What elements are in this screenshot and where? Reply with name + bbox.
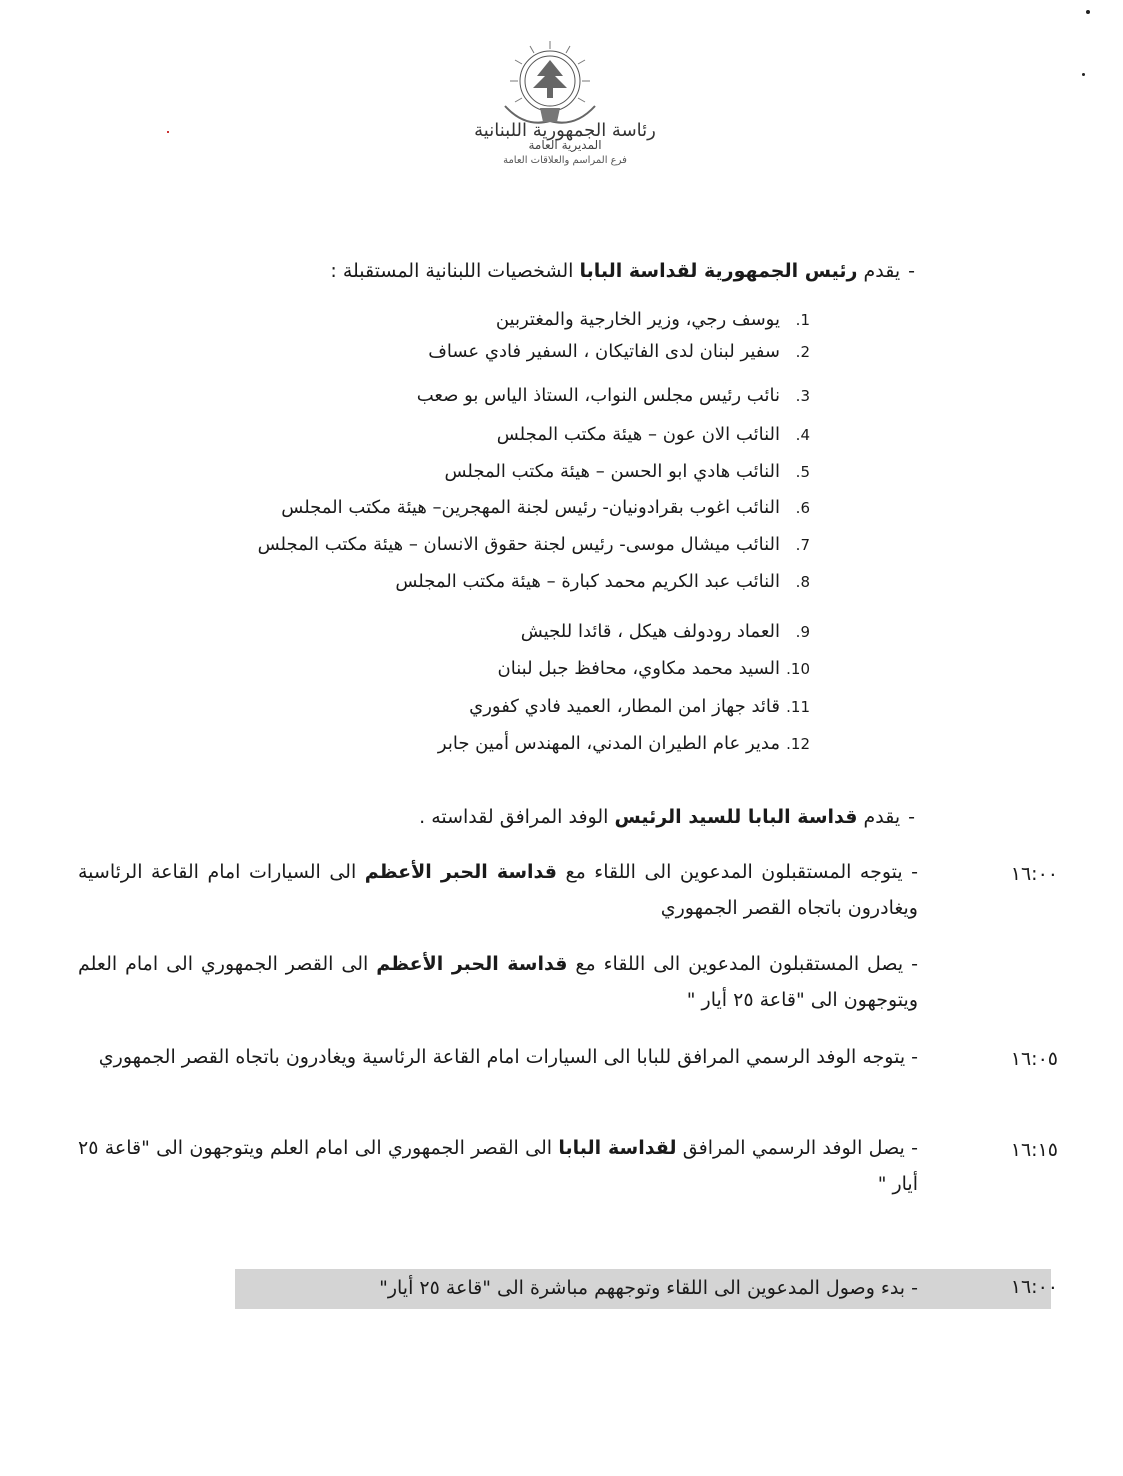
intro2-plain: يقدم: [857, 806, 901, 828]
section1-intro: [330, 259, 915, 283]
schedule-time: ١٦:٠٥: [1010, 1048, 1058, 1070]
list-item: 9.العماد رودولف هيكل ، قائدا للجيش: [520, 621, 810, 642]
schedule-time: ١٦:٠٠: [1010, 863, 1058, 885]
list-item: 4.النائب الان عون – هيئة مكتب المجلس: [496, 424, 810, 445]
bullet-dash: -: [908, 260, 915, 282]
intro1-rest: الشخصيات اللبنانية المستقبلة :: [330, 260, 580, 282]
bullet-dash: -: [908, 806, 915, 828]
header-directorate: المديرية العامة: [528, 138, 602, 152]
scan-speck: [1082, 73, 1085, 76]
schedule-entry: - يصل المستقبلون المدعوين الى اللقاء مع قداسة الحبر الأعظم الى القصر الجمهوري الى امام العلم ويتوجهون الى "قاعة ٢٥ أيار ": [78, 953, 918, 1011]
section2-intro: [419, 805, 915, 829]
schedule-entry: - يصل الوفد الرسمي المرافق لقداسة البابا الى القصر الجمهوري الى امام العلم ويتوجهون الى "قاعة ٢٥ أيار ": [78, 1137, 918, 1195]
list-item: 3.نائب رئيس مجلس النواب، الستاذ الياس بو صعب: [416, 385, 810, 406]
intro2-rest: الوفد المرافق لقداسته .: [419, 806, 615, 828]
scan-speck: [167, 131, 169, 133]
header-protocol-branch: فرع المراسم والعلاقات العامة: [503, 155, 627, 166]
schedule-entry: - يتوجه الوفد الرسمي المرافق للبابا الى السيارات امام القاعة الرئاسية ويغادرون باتجاه القصر الجمهوري: [98, 1046, 918, 1068]
header-presidency: رئاسة الجمهورية اللبنانية: [474, 120, 656, 141]
list-item: 2.سفير لبنان لدى الفاتيكان ، السفير فادي عساف: [428, 341, 810, 362]
list-item: 1.يوسف رجي، وزير الخارجية والمغتربين: [495, 309, 810, 330]
intro1-plain: يقدم: [857, 260, 901, 282]
list-item: 12.مدير عام الطيران المدني، المهندس أمين جابر: [437, 733, 810, 754]
intro1-bold: رئيس الجمهورية لقداسة البابا: [579, 260, 858, 282]
scan-speck: [1086, 10, 1090, 14]
list-item: 10.السيد محمد مكاوي، محافظ جبل لبنان: [497, 658, 810, 679]
list-item: 8.النائب عبد الكريم محمد كبارة – هيئة مكتب المجلس: [395, 571, 810, 592]
list-item: 5.النائب هادي ابو الحسن – هيئة مكتب المجلس: [444, 461, 810, 482]
final-entry: - بدء وصول المدعوين الى اللقاء وتوجههم مباشرة الى "قاعة ٢٥ أيار": [379, 1277, 918, 1299]
schedule-time: ١٦:١٥: [1010, 1139, 1058, 1161]
schedule-entry: - يتوجه المستقبلون المدعوين الى اللقاء مع قداسة الحبر الأعظم الى السيارات امام القاعة الرئاسية ويغادرون باتجاه القصر الجمهوري: [78, 861, 919, 919]
list-item: 11.قائد جهاز امن المطار، العميد فادي كفوري: [469, 696, 810, 717]
intro2-bold: قداسة البابا للسيد الرئيس: [614, 806, 858, 828]
list-item: 6.النائب اغوب بقرادونيان- رئيس لجنة المهجرين– هيئة مكتب المجلس: [281, 497, 810, 518]
list-item: 7.النائب ميشال موسى- رئيس لجنة حقوق الانسان – هيئة مكتب المجلس: [257, 534, 810, 555]
final-time: ١٦:٠٠: [1010, 1276, 1058, 1298]
